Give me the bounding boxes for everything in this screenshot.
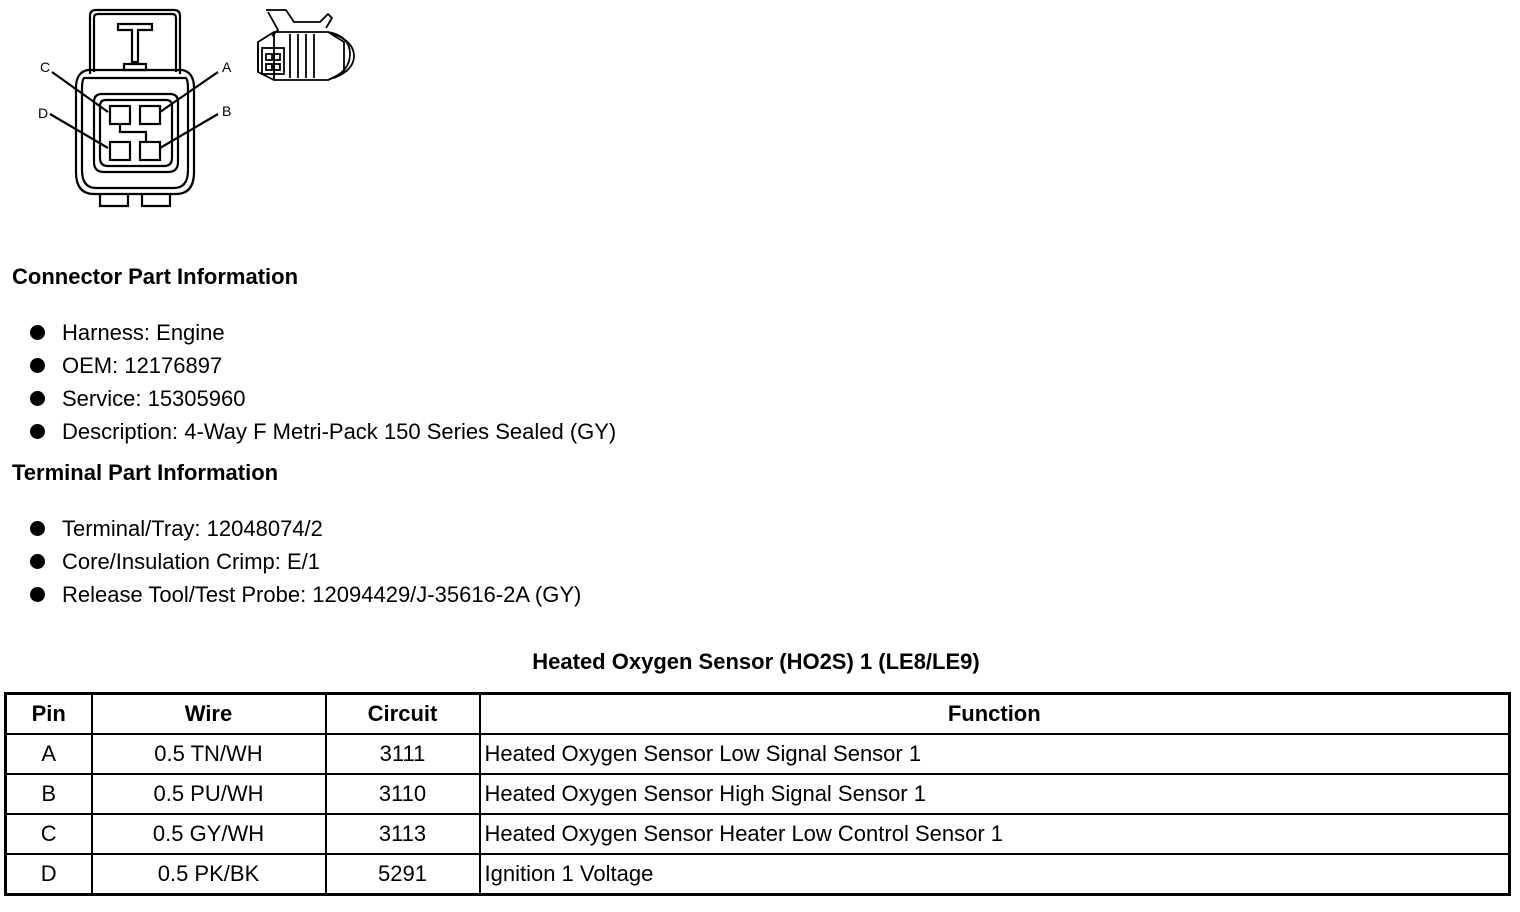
circuit-cell: 3110 [326, 774, 480, 814]
function-cell: Ignition 1 Voltage [480, 854, 1510, 895]
table-title: Heated Oxygen Sensor (HO2S) 1 (LE8/LE9) [532, 649, 980, 674]
pin-cell: B [6, 774, 92, 814]
table-row [6, 734, 1510, 774]
circuit-cell: 5291 [326, 854, 480, 895]
pin-cell: D [6, 854, 92, 895]
circuit-cell: 3113 [326, 814, 480, 854]
table-row [6, 854, 1510, 895]
column-header-pin: Pin [6, 694, 92, 735]
function-cell: Heated Oxygen Sensor Low Signal Sensor 1 [480, 734, 1510, 774]
bullet-icon [30, 554, 45, 569]
list-item-text: Harness: Engine [62, 320, 225, 345]
bullet-icon [30, 587, 45, 602]
table-header-row [6, 694, 1510, 735]
wire-cell: 0.5 PK/BK [92, 854, 326, 895]
connector-3d-sketch [258, 10, 354, 80]
table-row [6, 814, 1510, 854]
wire-cell: 0.5 GY/WH [92, 814, 326, 854]
terminal-part-info-list [28, 512, 581, 611]
list-item [28, 382, 616, 415]
bullet-icon [30, 325, 45, 340]
bullet-icon [30, 358, 45, 373]
list-item [28, 545, 581, 578]
list-item [28, 316, 616, 349]
column-header-function: Function [480, 694, 1510, 735]
wire-cell: 0.5 TN/WH [92, 734, 326, 774]
list-item [28, 349, 616, 382]
terminal-part-info-heading: Terminal Part Information [12, 460, 279, 485]
connector-part-info-heading: Connector Part Information [12, 264, 299, 289]
pin-label-d: D [38, 105, 49, 121]
pin-label-a: A [222, 59, 232, 75]
bullet-icon [30, 521, 45, 536]
pin-cell: C [6, 814, 92, 854]
function-cell: Heated Oxygen Sensor High Signal Sensor 1 [480, 774, 1510, 814]
pin-cell: A [6, 734, 92, 774]
wire-cell: 0.5 PU/WH [92, 774, 326, 814]
column-header-circuit: Circuit [326, 694, 480, 735]
bullet-icon [30, 391, 45, 406]
list-item-text: OEM: 12176897 [62, 353, 223, 378]
connector-face-drawing [28, 2, 368, 214]
table-row [6, 774, 1510, 814]
connector-part-info-list [28, 316, 616, 448]
function-cell: Heated Oxygen Sensor Heater Low Control Sensor 1 [480, 814, 1510, 854]
list-item-text: Service: 15305960 [62, 386, 246, 411]
list-item-text: Description: 4-Way F Metri-Pack 150 Series Sealed (GY) [62, 419, 617, 444]
list-item-text: Release Tool/Test Probe: 12094429/J-35616-2A (GY) [62, 582, 582, 607]
list-item [28, 578, 581, 611]
list-item-text: Core/Insulation Crimp: E/1 [62, 549, 320, 574]
list-item [28, 512, 581, 545]
bullet-icon [30, 424, 45, 439]
column-header-wire: Wire [92, 694, 326, 735]
pin-label-b: B [222, 103, 232, 119]
connector-diagram [28, 2, 368, 214]
pin-label-c: C [40, 59, 51, 75]
list-item-text: Terminal/Tray: 12048074/2 [62, 516, 323, 541]
circuit-cell: 3111 [326, 734, 480, 774]
pin-table [4, 692, 1511, 896]
list-item [28, 415, 616, 448]
